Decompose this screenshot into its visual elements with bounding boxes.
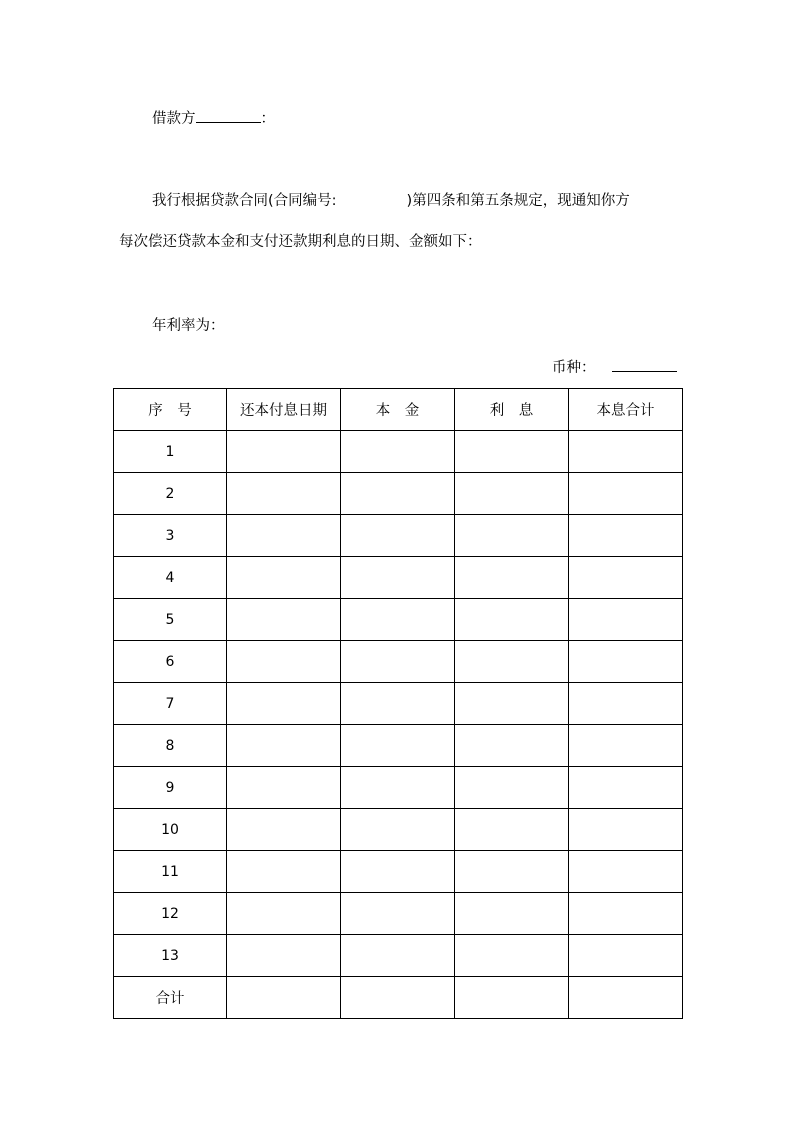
total-cell[interactable] — [569, 977, 683, 1019]
header-serial-number: 序 号 — [114, 389, 227, 431]
table-row — [114, 431, 683, 473]
repayment-date-cell[interactable] — [227, 599, 341, 641]
total-cell[interactable] — [569, 473, 683, 515]
total-cell[interactable] — [569, 599, 683, 641]
header-interest: 利 息 — [455, 389, 569, 431]
principal-cell[interactable] — [341, 683, 455, 725]
serial-number-cell: 9 — [114, 767, 227, 809]
table-row — [114, 683, 683, 725]
serial-number-cell: 2 — [114, 473, 227, 515]
repayment-date-cell[interactable] — [227, 557, 341, 599]
total-cell[interactable] — [569, 851, 683, 893]
interest-cell[interactable] — [455, 641, 569, 683]
repayment-date-cell[interactable] — [227, 893, 341, 935]
repayment-date-cell[interactable] — [227, 515, 341, 557]
principal-cell[interactable] — [341, 809, 455, 851]
borrower-label: 借款方 — [152, 111, 196, 127]
total-cell[interactable] — [569, 725, 683, 767]
interest-cell[interactable] — [455, 599, 569, 641]
repayment-date-cell[interactable] — [227, 473, 341, 515]
principal-cell[interactable] — [341, 515, 455, 557]
interest-cell[interactable] — [455, 851, 569, 893]
serial-number-cell: 7 — [114, 683, 227, 725]
currency-label: 币种： — [552, 360, 596, 376]
table-row — [114, 851, 683, 893]
principal-cell[interactable] — [341, 725, 455, 767]
total-cell[interactable] — [569, 935, 683, 977]
principal-cell[interactable] — [341, 977, 455, 1019]
serial-number-cell: 1 — [114, 431, 227, 473]
annual-rate-label: 年利率为： — [152, 318, 225, 334]
currency-blank[interactable] — [612, 357, 677, 372]
table-row — [114, 935, 683, 977]
table-row — [114, 725, 683, 767]
interest-cell[interactable] — [455, 893, 569, 935]
repayment-date-cell[interactable] — [227, 431, 341, 473]
currency-line — [552, 357, 677, 378]
total-cell[interactable] — [569, 557, 683, 599]
repayment-date-cell[interactable] — [227, 683, 341, 725]
total-cell[interactable] — [569, 431, 683, 473]
table-row — [114, 599, 683, 641]
repayment-date-cell[interactable] — [227, 809, 341, 851]
repayment-date-cell[interactable] — [227, 977, 341, 1019]
interest-cell[interactable] — [455, 977, 569, 1019]
repayment-date-cell[interactable] — [227, 935, 341, 977]
total-cell[interactable] — [569, 515, 683, 557]
header-total: 本息合计 — [569, 389, 683, 431]
interest-cell[interactable] — [455, 557, 569, 599]
serial-number-cell: 5 — [114, 599, 227, 641]
serial-number-cell: 8 — [114, 725, 227, 767]
notice-text-part1: 我行根据贷款合同(合同编号: — [152, 193, 337, 209]
borrower-line — [152, 108, 275, 129]
interest-cell[interactable] — [455, 431, 569, 473]
total-cell[interactable] — [569, 893, 683, 935]
principal-cell[interactable] — [341, 935, 455, 977]
interest-cell[interactable] — [455, 683, 569, 725]
table-header-row — [114, 389, 683, 431]
interest-cell[interactable] — [455, 473, 569, 515]
repayment-schedule-table — [113, 388, 683, 1019]
table-row — [114, 557, 683, 599]
serial-number-cell: 6 — [114, 641, 227, 683]
table-row — [114, 809, 683, 851]
serial-number-cell: 合计 — [114, 977, 227, 1019]
repayment-date-cell[interactable] — [227, 641, 341, 683]
borrower-suffix: ： — [260, 111, 275, 127]
principal-cell[interactable] — [341, 473, 455, 515]
principal-cell[interactable] — [341, 767, 455, 809]
serial-number-cell: 12 — [114, 893, 227, 935]
serial-number-cell: 10 — [114, 809, 227, 851]
table-row — [114, 893, 683, 935]
serial-number-cell: 3 — [114, 515, 227, 557]
principal-cell[interactable] — [341, 599, 455, 641]
notice-paragraph-line-1 — [152, 191, 630, 211]
principal-cell[interactable] — [341, 641, 455, 683]
table-row — [114, 641, 683, 683]
header-repayment-date: 还本付息日期 — [227, 389, 341, 431]
table-row — [114, 977, 683, 1019]
serial-number-cell: 11 — [114, 851, 227, 893]
header-principal: 本 金 — [341, 389, 455, 431]
principal-cell[interactable] — [341, 893, 455, 935]
table-row — [114, 473, 683, 515]
principal-cell[interactable] — [341, 431, 455, 473]
principal-cell[interactable] — [341, 557, 455, 599]
repayment-date-cell[interactable] — [227, 725, 341, 767]
serial-number-cell: 4 — [114, 557, 227, 599]
total-cell[interactable] — [569, 809, 683, 851]
interest-cell[interactable] — [455, 725, 569, 767]
notice-text-part2: )第四条和第五条规定，现通知你方 — [406, 193, 630, 209]
serial-number-cell: 13 — [114, 935, 227, 977]
interest-cell[interactable] — [455, 515, 569, 557]
interest-cell[interactable] — [455, 767, 569, 809]
interest-cell[interactable] — [455, 809, 569, 851]
table-row — [114, 515, 683, 557]
total-cell[interactable] — [569, 641, 683, 683]
repayment-date-cell[interactable] — [227, 851, 341, 893]
table-row — [114, 767, 683, 809]
total-cell[interactable] — [569, 683, 683, 725]
repayment-date-cell[interactable] — [227, 767, 341, 809]
notice-paragraph-line-2: 每次偿还贷款本金和支付还款期利息的日期、金额如下： — [119, 234, 482, 250]
borrower-name-blank[interactable] — [196, 108, 261, 123]
principal-cell[interactable] — [341, 851, 455, 893]
interest-cell[interactable] — [455, 935, 569, 977]
total-cell[interactable] — [569, 767, 683, 809]
